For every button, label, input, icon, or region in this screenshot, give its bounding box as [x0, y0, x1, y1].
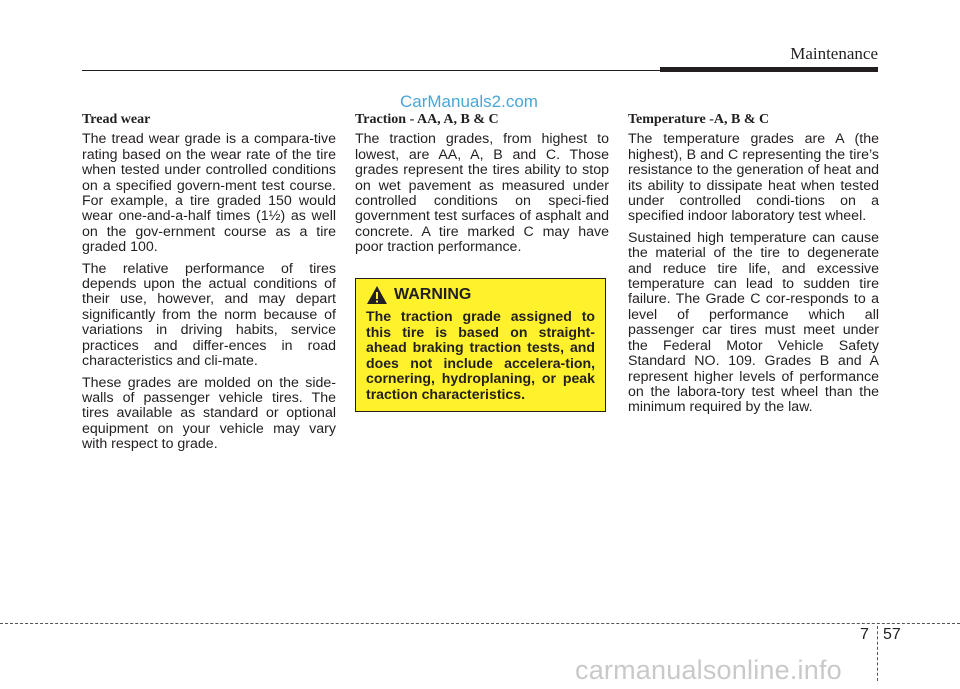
warning-text: The traction grade assigned to this tire is based on straight-ahead braking traction tests, and does not include accelera-tion, cornering, hydroplaning, or peak traction characteristics. [366, 308, 595, 402]
watermark-top: CarManuals2.com [400, 92, 538, 111]
page-chapter-number: 7 [860, 626, 869, 643]
traction-paragraph-1: The traction grades, from highest to lowest, are AA, A, B and C. Those grades represent the tires ability to stop on wet pavement as measured under controlled conditions on speci-fied government test surfaces of asphalt and concrete. A tire marked C may have poor traction performance. [355, 131, 609, 256]
temperature-paragraph-1: The temperature grades are A (the highest), B and C representing the tire’s resistance to the generation of heat and its ability to dissipate heat when tested under controlled condi-tions on a specified indoor laboratory test wheel. [628, 131, 879, 225]
header-rule-thick [660, 67, 878, 72]
footer-dashed-rule [0, 623, 960, 624]
warning-header [366, 285, 595, 305]
warning-box [355, 278, 606, 412]
temperature-paragraph-2: Sustained high temperature can cause the material of the tire to degenerate and reduce tire life, and excessive temperature can lead to sudden tire failure. The Grade C cor-responds to a level of performance which all passenger car tires must meet under the Federal Motor Vehicle Safety Standard NO. 109. Grades B and A represent higher levels of performance on the labora-tory test wheel than the minimum required by the law. [628, 229, 879, 416]
section-title: Maintenance [790, 44, 878, 63]
tread-wear-paragraph-3: These grades are molded on the side-walls of passenger vehicle tires. The tires available as standard or optional equipment on your vehicle may vary with respect to grade. [82, 374, 336, 453]
column-temperature [628, 112, 879, 422]
watermark-bottom: carmanualsonline.info [575, 655, 842, 685]
header-rule-thin [82, 70, 660, 71]
tread-wear-paragraph-1: The tread wear grade is a compara-tive rating based on the wear rate of the tire when tested under controlled conditions on a specified govern-ment test course. For example, a tire graded 150 would wear one-and-a-half times (1½) as well on the gov-ernment course as a tire graded 100. [82, 131, 336, 256]
traction-heading: Traction - AA, A, B & C [355, 112, 499, 127]
tread-wear-paragraph-2: The relative performance of tires depends upon the actual conditions of their use, however, and may depart significantly from the norm because of variations in driving habits, service practices and differ-ences in road characteristics and cli-mate. [82, 260, 336, 370]
page-separator [877, 626, 878, 681]
warning-title: WARNING [394, 286, 472, 303]
tread-wear-heading: Tread wear [82, 112, 151, 127]
warning-triangle-icon [366, 285, 388, 305]
page-number: 57 [883, 626, 901, 643]
column-tread-wear [82, 112, 336, 459]
column-traction [355, 112, 609, 262]
temperature-heading: Temperature -A, B & C [628, 112, 770, 127]
